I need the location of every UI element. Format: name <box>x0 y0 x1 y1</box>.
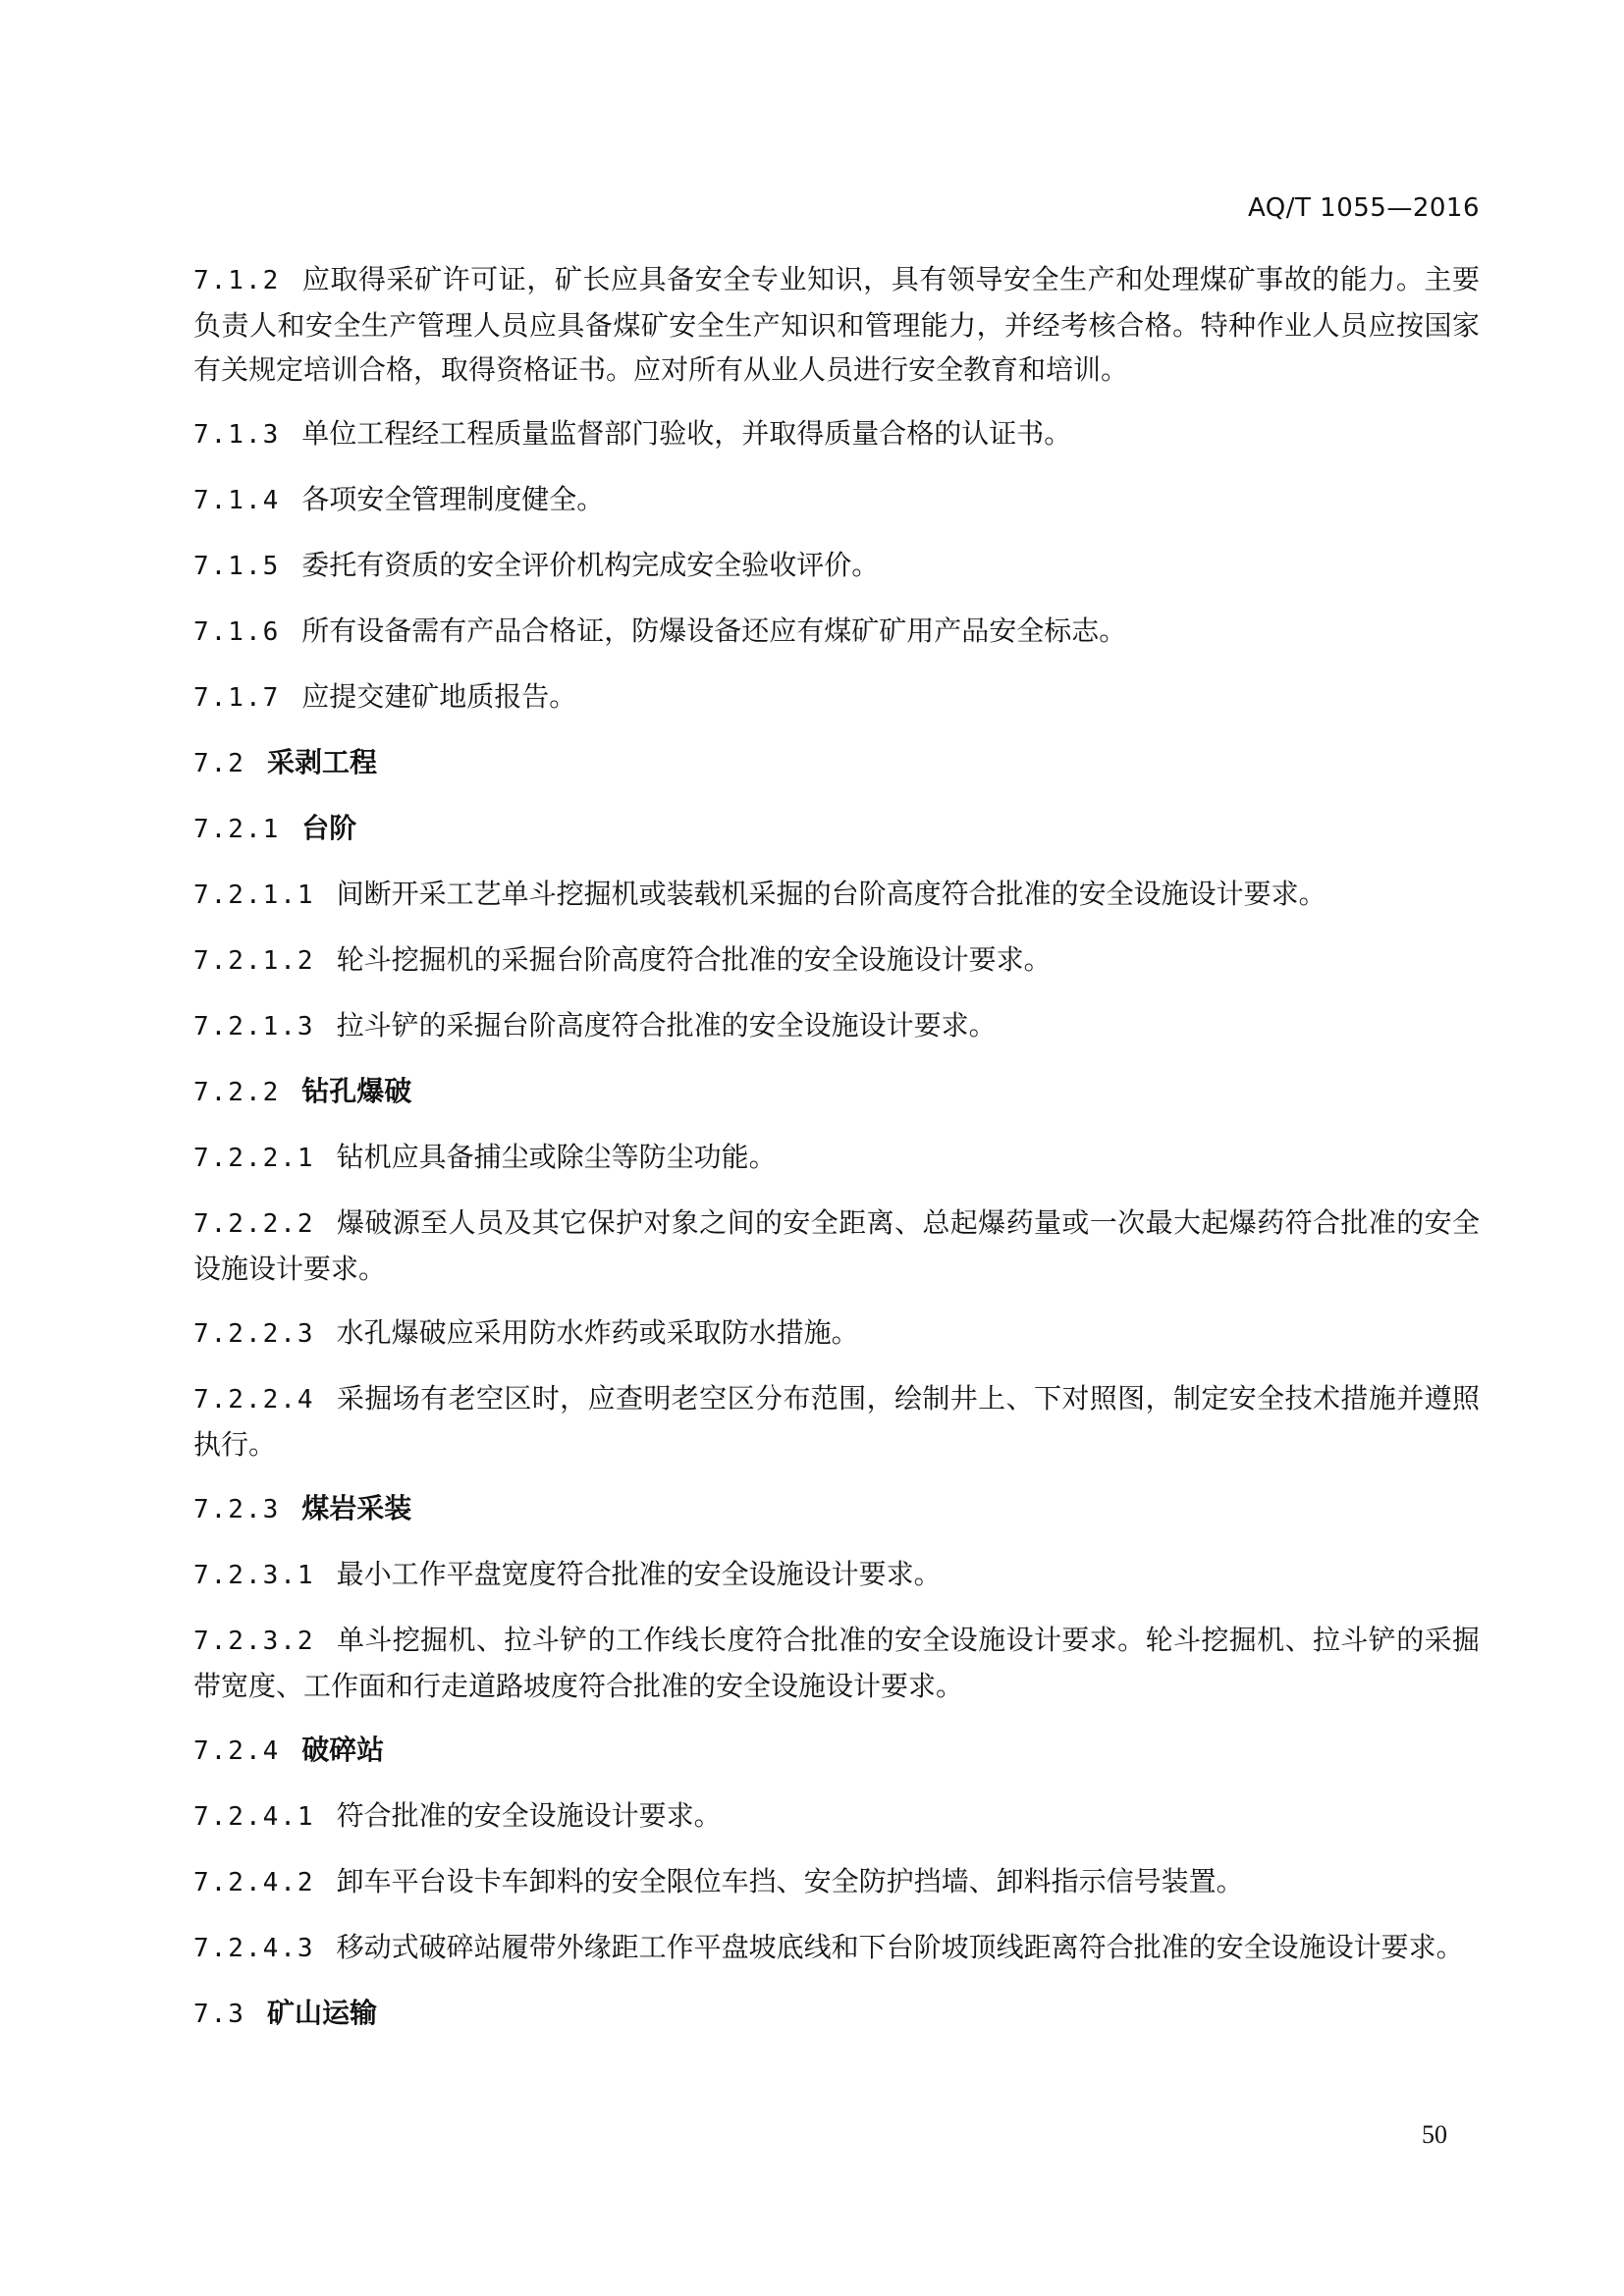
heading-text: 钻孔爆破 <box>301 1075 412 1107</box>
clause-7-2-2-3 <box>193 1310 1480 1357</box>
clause-7-1-4 <box>193 477 1480 523</box>
clause-text: 间断开采工艺单斗挖掘机或装载机采掘的台阶高度符合批准的安全设施设计要求。 <box>336 878 1326 910</box>
clause-7-2-3-2 <box>193 1618 1480 1708</box>
clause-number: 7.2.4.3 <box>193 1934 315 1963</box>
clause-number: 7.2.1.1 <box>193 881 315 910</box>
standard-code: AQ/T 1055—2016 <box>1247 193 1480 223</box>
clause-text: 拉斗铲的采掘台阶高度符合批准的安全设施设计要求。 <box>336 1009 997 1041</box>
clause-7-2-1-2 <box>193 937 1480 984</box>
clause-7-2-1-1 <box>193 872 1480 918</box>
clause-text: 各项安全管理制度健全。 <box>301 483 605 515</box>
clause-7-2-4-3 <box>193 1925 1480 1971</box>
clause-number: 7.1.6 <box>193 617 281 647</box>
clause-number: 7.2.3.2 <box>193 1627 315 1656</box>
clause-text: 爆破源至人员及其它保护对象之间的安全距离、总起爆药量或一次最大起爆药符合批准的安全设施设计要求。 <box>193 1206 1480 1285</box>
clause-text: 水孔爆破应采用防水炸药或采取防水措施。 <box>336 1316 859 1349</box>
heading-text: 台阶 <box>301 812 357 844</box>
heading-number: 7.2.3 <box>193 1495 281 1524</box>
clause-text: 应取得采矿许可证，矿长应具备安全专业知识，具有领导安全生产和处理煤矿事故的能力。主要负责人和安全生产管理人员应具备煤矿安全生产知识和管理能力，并经考核合格。特种作业人员应按国家有关规定培训合格，取得资格证书。应对所有从业人员进行安全教育和培训。 <box>193 263 1480 386</box>
clause-text: 应提交建矿地质报告。 <box>301 680 577 713</box>
clause-text: 符合批准的安全设施设计要求。 <box>336 1799 722 1832</box>
clause-7-1-2 <box>193 257 1480 392</box>
clause-7-1-3 <box>193 411 1480 457</box>
heading-text: 矿山运输 <box>266 1997 377 2029</box>
section-heading-7-2-2 <box>193 1069 1480 1115</box>
clause-number: 7.2.2.4 <box>193 1385 315 1415</box>
clause-text: 移动式破碎站履带外缘距工作平盘坡底线和下台阶坡顶线距离符合批准的安全设施设计要求。 <box>336 1931 1464 1963</box>
clause-number: 7.2.4.2 <box>193 1868 315 1897</box>
clause-number: 7.2.4.1 <box>193 1802 315 1832</box>
clause-number: 7.1.5 <box>193 552 281 581</box>
clause-number: 7.1.7 <box>193 683 281 713</box>
clause-text: 钻机应具备捕尘或除尘等防尘功能。 <box>336 1141 777 1173</box>
clause-7-2-2-1 <box>193 1135 1480 1181</box>
section-heading-7-3 <box>193 1991 1480 2037</box>
heading-text: 煤岩采装 <box>301 1492 412 1524</box>
clause-7-2-1-3 <box>193 1003 1480 1049</box>
clause-7-2-4-2 <box>193 1859 1480 1905</box>
section-heading-7-2-3 <box>193 1486 1480 1532</box>
clause-text: 卸车平台设卡车卸料的安全限位车挡、安全防护挡墙、卸料指示信号装置。 <box>336 1865 1244 1897</box>
clause-7-1-7 <box>193 674 1480 721</box>
clause-7-2-2-2 <box>193 1201 1480 1291</box>
heading-number: 7.2 <box>193 749 245 778</box>
clause-text: 单斗挖掘机、拉斗铲的工作线长度符合批准的安全设施设计要求。轮斗挖掘机、拉斗铲的采掘带宽度、工作面和行走道路坡度符合批准的安全设施设计要求。 <box>193 1624 1480 1702</box>
section-heading-7-2-1 <box>193 806 1480 852</box>
clause-7-2-3-1 <box>193 1552 1480 1598</box>
clause-text: 采掘场有老空区时，应查明老空区分布范围，绘制井上、下对照图，制定安全技术措施并遵照执行。 <box>193 1382 1480 1461</box>
clause-7-1-6 <box>193 609 1480 655</box>
heading-text: 破碎站 <box>301 1734 385 1766</box>
heading-number: 7.2.2 <box>193 1078 281 1107</box>
clause-number: 7.1.4 <box>193 486 281 515</box>
clause-text: 最小工作平盘宽度符合批准的安全设施设计要求。 <box>336 1558 942 1590</box>
heading-number: 7.2.4 <box>193 1736 281 1766</box>
section-heading-7-2-4 <box>193 1728 1480 1774</box>
clause-number: 7.2.1.2 <box>193 946 315 976</box>
clause-number: 7.2.1.3 <box>193 1012 315 1041</box>
section-heading-7-2 <box>193 740 1480 786</box>
heading-number: 7.2.1 <box>193 815 281 844</box>
clause-number: 7.2.2.1 <box>193 1144 315 1173</box>
clause-7-1-5 <box>193 543 1480 589</box>
clause-7-2-4-1 <box>193 1793 1480 1840</box>
clause-text: 所有设备需有产品合格证，防爆设备还应有煤矿矿用产品安全标志。 <box>301 614 1127 647</box>
clause-number: 7.2.2.3 <box>193 1319 315 1349</box>
heading-number: 7.3 <box>193 2000 245 2029</box>
clause-text: 委托有资质的安全评价机构完成安全验收评价。 <box>301 549 880 581</box>
clause-number: 7.2.2.2 <box>193 1209 315 1239</box>
clause-text: 轮斗挖掘机的采掘台阶高度符合批准的安全设施设计要求。 <box>336 943 1052 976</box>
clause-text: 单位工程经工程质量监督部门验收，并取得质量合格的认证书。 <box>301 417 1072 450</box>
document-body <box>193 257 1480 2056</box>
heading-text: 采剥工程 <box>266 746 377 778</box>
page-number: 50 <box>1422 2120 1447 2149</box>
clause-number: 7.1.2 <box>193 266 281 295</box>
clause-number: 7.2.3.1 <box>193 1561 315 1590</box>
clause-7-2-2-4 <box>193 1376 1480 1467</box>
clause-number: 7.1.3 <box>193 420 281 450</box>
